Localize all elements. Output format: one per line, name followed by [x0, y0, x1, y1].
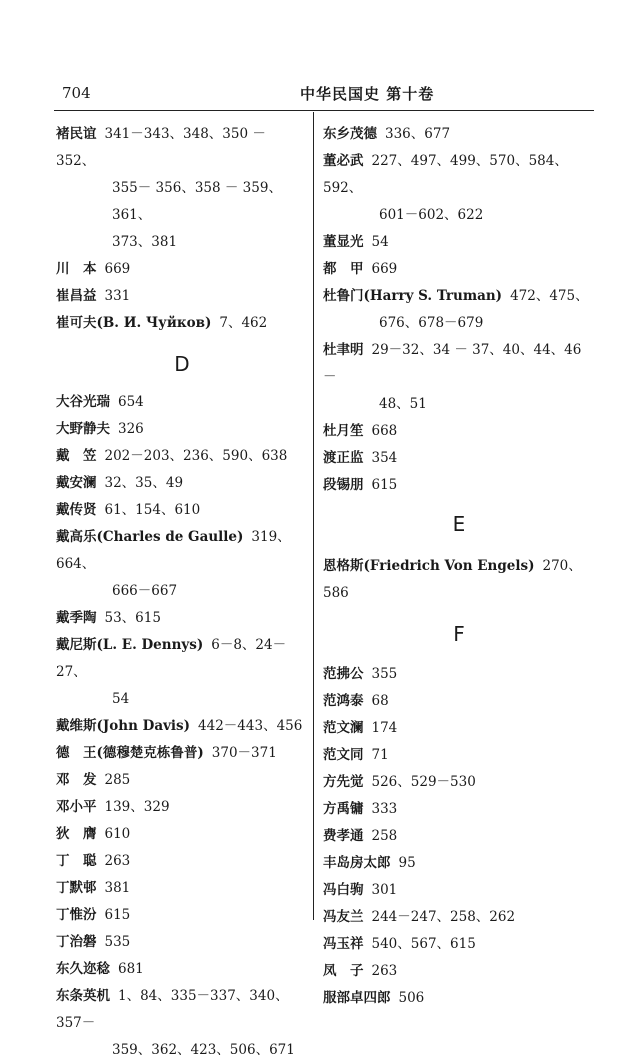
index-entry [56, 389, 308, 416]
page-references: 669 [104, 261, 131, 277]
index-term: 段锡朋 [323, 477, 364, 493]
page-references: 668 [371, 423, 398, 439]
page-references-continued: 601－602、622 [379, 207, 484, 223]
page-references-continued: 676、678－679 [379, 315, 484, 331]
index-term: 邓 发 [56, 772, 97, 788]
index-term: 丁惟汾 [56, 907, 97, 923]
index-term: 范鸿泰 [323, 693, 364, 709]
index-term: 川 本 [56, 261, 97, 277]
index-term: 董必武 [323, 153, 364, 169]
section-letter-f: F [453, 622, 465, 646]
page-references: 32、35、49 [104, 475, 184, 491]
page-references: 442－443、456 [198, 718, 303, 734]
index-entry [56, 310, 308, 337]
page-references: 285 [104, 772, 131, 788]
index-term: 戴 笠 [56, 448, 97, 464]
index-entry [323, 769, 595, 796]
index-entry [323, 256, 595, 283]
index-term: 范文澜 [323, 720, 364, 736]
column-divider [313, 112, 314, 920]
page-references: 54 [371, 234, 389, 250]
index-entry [56, 470, 308, 497]
index-entry [323, 472, 595, 499]
index-column-left [56, 121, 308, 1064]
index-entry [323, 877, 595, 904]
header-rule [54, 110, 594, 111]
index-term: 范拂公 [323, 666, 364, 682]
index-entry [56, 956, 308, 983]
page-number: 704 [62, 84, 91, 102]
index-entry [56, 713, 308, 740]
page-references: 370－371 [211, 745, 277, 761]
page-references: 381 [104, 880, 131, 896]
index-entry [323, 553, 595, 607]
index-term: 凤 子 [323, 963, 364, 979]
page-references: 244－247、258、262 [371, 909, 516, 925]
page-references: 615 [371, 477, 398, 493]
index-entry [323, 661, 595, 688]
page-references: 29－32、34 － 37、40、44、46 － [323, 342, 582, 385]
index-term: 狄 膺 [56, 826, 97, 842]
index-entry [56, 256, 308, 283]
book-title: 中华民国史 第十卷 [300, 85, 435, 103]
index-term: 杜聿明 [323, 342, 364, 358]
page-references: 506 [398, 990, 425, 1006]
page-references: 270、586 [323, 558, 582, 601]
index-term: 服部卓四郎 [323, 990, 391, 1006]
index-term: 大谷光瑞 [56, 394, 110, 410]
index-term: 方先觉 [323, 774, 364, 790]
page-references: 336、677 [385, 126, 451, 142]
index-term: 褚民谊 [56, 126, 97, 142]
page-references: 1、84、335－337、340、357－ [56, 988, 289, 1031]
index-entry [323, 742, 595, 769]
index-entry [323, 850, 595, 877]
page-references: 540、567、615 [371, 936, 476, 952]
index-entry [56, 794, 308, 821]
page-references: 331 [104, 288, 131, 304]
index-term: 戴尼斯(L. E. Dennys) [56, 637, 204, 653]
index-entry [323, 283, 595, 337]
page-references-continued: 54 [112, 691, 130, 707]
page-references: 341－343、348、350 － 352、 [56, 126, 266, 169]
index-term: 丁 聪 [56, 853, 97, 869]
page-references: 7、462 [219, 315, 268, 331]
index-entry [323, 418, 595, 445]
page-references: 319、664、 [56, 529, 291, 572]
index-entry [56, 632, 308, 713]
index-entry [56, 524, 308, 605]
index-entry [56, 497, 308, 524]
page-references: 258 [371, 828, 398, 844]
index-term: 东久迩稔 [56, 961, 110, 977]
index-entry [56, 929, 308, 956]
index-term: 东条英机 [56, 988, 110, 1004]
page-references: 95 [398, 855, 416, 871]
index-term: 戴季陶 [56, 610, 97, 626]
index-entry [323, 796, 595, 823]
index-entry [56, 443, 308, 470]
section-letter-d: D [174, 352, 190, 376]
index-term: 费孝通 [323, 828, 364, 844]
page-references-continued: 48、51 [379, 396, 427, 412]
page-references: 333 [371, 801, 398, 817]
index-entry [56, 875, 308, 902]
index-term: 戴高乐(Charles de Gaulle) [56, 529, 244, 545]
page-references: 326 [118, 421, 144, 437]
index-entry [323, 985, 595, 1012]
index-entry [56, 121, 308, 256]
index-entry [323, 121, 595, 148]
page-references: 535 [104, 934, 131, 950]
page-references: 227、497、499、570、584、592、 [323, 153, 568, 196]
page-references-continued: 359、362、423、506、671 [112, 1042, 295, 1058]
index-term: 方禹镛 [323, 801, 364, 817]
page-references: 202－203、236、590、638 [104, 448, 288, 464]
page-references: 615 [104, 907, 131, 923]
page-references: 301 [371, 882, 398, 898]
page-references-continued: 666－667 [112, 583, 178, 599]
page-references: 654 [118, 394, 144, 410]
page-references: 526、529－530 [371, 774, 476, 790]
page-header [0, 0, 644, 112]
page-references: 68 [371, 693, 389, 709]
index-term: 杜月笙 [323, 423, 364, 439]
page-references: 472、475、 [510, 288, 589, 304]
page-references: 139、329 [104, 799, 170, 815]
index-term: 大野静夫 [56, 421, 110, 437]
index-entry [323, 958, 595, 985]
index-entry [56, 902, 308, 929]
page-references: 681 [118, 961, 144, 977]
page-references: 354 [371, 450, 398, 466]
index-entry [323, 931, 595, 958]
index-entry [323, 337, 595, 418]
index-term: 范文同 [323, 747, 364, 763]
index-entry [323, 715, 595, 742]
page-references: 610 [104, 826, 131, 842]
index-term: 恩格斯(Friedrich Von Engels) [323, 558, 535, 574]
index-term: 渡正监 [323, 450, 364, 466]
index-term: 戴维斯(John Davis) [56, 718, 191, 734]
index-term: 东乡茂德 [323, 126, 377, 142]
index-entry [323, 904, 595, 931]
index-term: 都 甲 [323, 261, 364, 277]
index-entry [56, 848, 308, 875]
index-entry [56, 767, 308, 794]
index-term: 戴传贤 [56, 502, 97, 518]
index-entry [323, 688, 595, 715]
index-entry [323, 823, 595, 850]
page-references: 263 [104, 853, 131, 869]
index-entry [56, 416, 308, 443]
index-column-right [323, 121, 595, 1012]
page-references: 53、615 [104, 610, 161, 626]
index-entry [323, 229, 595, 256]
index-term: 冯友兰 [323, 909, 364, 925]
index-term: 丁治磐 [56, 934, 97, 950]
index-entry [56, 283, 308, 310]
index-term: 邓小平 [56, 799, 97, 815]
index-entry [56, 821, 308, 848]
index-term: 戴安澜 [56, 475, 97, 491]
page-references: 71 [371, 747, 389, 763]
index-entry [56, 983, 308, 1064]
index-entry [323, 445, 595, 472]
page-references: 6－8、24－27、 [56, 637, 287, 680]
index-term: 董显光 [323, 234, 364, 250]
page-references: 355 [371, 666, 398, 682]
index-term: 冯玉祥 [323, 936, 364, 952]
page-references: 61、154、610 [104, 502, 201, 518]
section-letter-e: E [452, 512, 466, 536]
page-references: 174 [371, 720, 398, 736]
index-term: 丁默邨 [56, 880, 97, 896]
index-entry [323, 148, 595, 229]
index-term: 丰岛房太郎 [323, 855, 391, 871]
page-references: 669 [371, 261, 398, 277]
page-references-continued: 355－ 356、358 － 359、361、 [112, 180, 282, 223]
index-term: 冯白驹 [323, 882, 364, 898]
index-entry [56, 605, 308, 632]
index-term: 德 王(德穆楚克栋鲁普) [56, 745, 204, 761]
index-term: 杜鲁门(Harry S. Truman) [323, 288, 503, 304]
index-entry [56, 740, 308, 767]
page-references: 263 [371, 963, 398, 979]
index-term: 崔可夫(В. И. Чуйков) [56, 315, 212, 331]
page-references-continued: 373、381 [112, 234, 178, 250]
index-term: 崔昌益 [56, 288, 97, 304]
